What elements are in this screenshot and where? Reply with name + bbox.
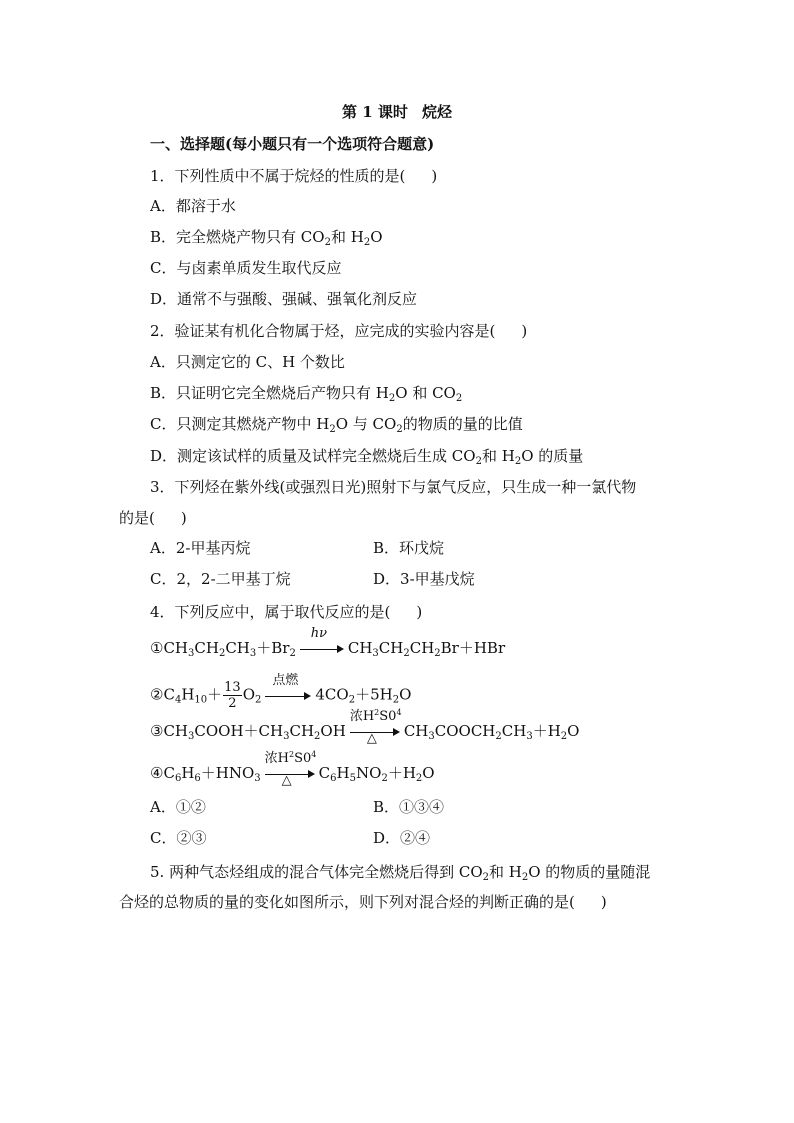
q3-option-b: B．环戊烷 [373, 539, 445, 557]
q2-option-a: A．只测定它的 C、H 个数比 [150, 353, 345, 371]
q2-option-c: C．只测定其燃烧产物中 $H_2O$ 与 $CO_2$的物质的量的比值 [150, 415, 523, 435]
reaction-arrow: 浓$H^2S0^4$ △ [264, 750, 317, 788]
q3-option-d: D．3-甲基戊烷 [373, 570, 475, 588]
q4-option-d: D．②④ [373, 829, 431, 847]
q3-options-row1 [150, 538, 670, 558]
reaction-arrow: hν [300, 639, 344, 659]
reaction-arrow: 浓$H^2S0^4$ △ [349, 708, 402, 746]
page-title [0, 102, 794, 122]
q4-options-row1 [150, 797, 670, 817]
q4-options-row2 [150, 828, 670, 848]
title-lesson: 第 1 课时 [342, 103, 408, 121]
reaction-4: $④C_6H_6+HNO_3$ 浓$H^2S0^4$ △ $C_6H_5NO_2+H_2O$ [150, 750, 435, 788]
reaction-2: $②C_4H_{10}+$ $\frac{13}{2}$ $O_2$ 点燃 $4CO_2+5H_2O$ [150, 672, 412, 711]
q1-stem-text: 1．下列性质中不属于烷烃的性质的是( [150, 167, 406, 185]
q4-option-a: A．①② [150, 798, 206, 816]
q3-option-a: A．2-甲基丙烷 [150, 539, 251, 557]
q1-option-d: D．通常不与强酸、强碱、强氧化剂反应 [150, 290, 418, 308]
question-3-stem-line1: 3．下列烃在紫外线(或强烈日光)照射下与氯气反应，只生成一种一氯代物 [150, 478, 637, 496]
fraction: $\frac{13}{2}$ [224, 680, 241, 711]
question-5-stem-line2: 合烃的总物质的量的变化如图所示，则下列对混合烃的判断正确的是( ) [119, 893, 607, 911]
question-5-stem-line1: 5. 两种气态烃组成的混合气体完全燃烧后得到 $CO_2$和 $H_2O$ 的物质的量随混 [150, 863, 651, 883]
q1-option-b: B．完全燃烧产物只有 $CO_2$和 $H_2O$ [150, 228, 383, 248]
q3-options-row2 [150, 569, 670, 589]
q2-option-b: B．只证明它完全燃烧后产物只有 $H_2O$ 和 $CO_2$ [150, 384, 463, 404]
q2-option-d: D．测定该试样的质量及试样完全燃烧后生成 $CO_2$和 $H_2O$ 的质量 [150, 447, 584, 467]
q4-option-c: C．②③ [150, 829, 207, 847]
question-4-stem: 4．下列反应中，属于取代反应的是( ) [150, 603, 423, 621]
question-1-stem [150, 166, 437, 186]
question-2-stem: 2．验证某有机化合物属于烃，应完成的实验内容是( ) [150, 322, 528, 340]
section-heading: 一、选择题(每小题只有一个选项符合题意) [150, 135, 435, 153]
q1-close: ) [431, 167, 438, 185]
q3-option-c: C．2，2-二甲基丁烷 [150, 570, 291, 588]
reaction-3: $③CH_3COOH+CH_3CH_2OH$ 浓$H^2S0^4$ △ $CH_3COOCH_2CH_3+H_2O$ [150, 708, 580, 746]
question-3-stem-line2: 的是( ) [119, 509, 187, 527]
q1-option-a: A．都溶于水 [150, 197, 236, 215]
title-topic: 烷烃 [421, 103, 452, 121]
reaction-arrow: 点燃 [265, 686, 311, 706]
q4-option-b: B．①③④ [373, 798, 445, 816]
reaction-1: $①CH_3CH_2CH_3+Br_2$ hν $CH_3CH_2CH_2Br+HBr$ [150, 626, 506, 659]
q1-option-c: C．与卤素单质发生取代反应 [150, 259, 342, 277]
